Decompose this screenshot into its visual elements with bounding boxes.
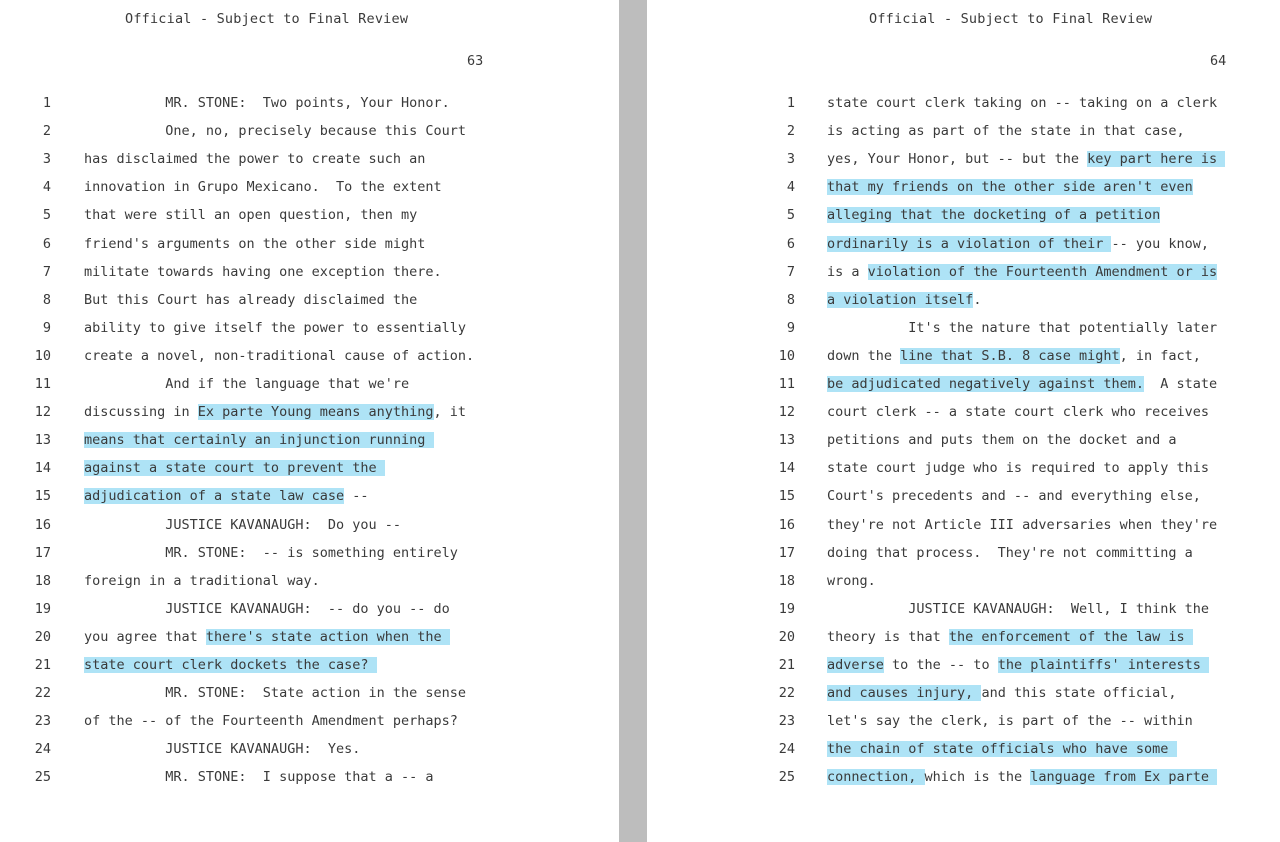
transcript-line	[827, 149, 1225, 169]
line-number: 3	[786, 151, 795, 168]
line-number: 9	[786, 319, 795, 336]
highlighted-text: key part here is	[1087, 151, 1226, 168]
line-number: 9	[42, 319, 51, 336]
line-text: MR. STONE: State action in the sense	[84, 685, 467, 702]
highlighted-text: against a state court to prevent the	[84, 460, 385, 477]
line-text: innovation in Grupo Mexicano. To the extent	[84, 179, 442, 196]
highlighted-text: language from Ex parte	[1030, 769, 1218, 786]
transcript-line	[84, 515, 401, 535]
transcript-line	[827, 767, 1217, 787]
highlighted-text: Ex parte Young means anything	[197, 404, 434, 421]
transcript-line	[827, 655, 1209, 675]
line-number: 14	[34, 460, 51, 477]
line-number: 6	[42, 235, 51, 252]
line-text: --	[344, 488, 369, 505]
line-text: and this state official,	[981, 685, 1177, 702]
line-text: wrong.	[827, 572, 876, 589]
transcript-line	[84, 543, 458, 563]
transcript-line	[84, 290, 417, 310]
line-text: discussing in	[84, 404, 198, 421]
line-number: 12	[34, 404, 51, 421]
transcript-line	[827, 683, 1177, 703]
highlighted-text: and causes injury,	[827, 685, 982, 702]
line-text: Court's precedents and -- and everything else,	[827, 488, 1201, 505]
transcript-line	[827, 374, 1217, 394]
line-text: court clerk -- a state court clerk who receives	[827, 404, 1210, 421]
line-number: 18	[778, 572, 795, 589]
transcript-line	[84, 767, 434, 787]
line-number: 19	[778, 600, 795, 617]
line-text: But this Court has already disclaimed the	[84, 291, 418, 308]
line-number: 22	[778, 685, 795, 702]
transcript-line	[84, 234, 425, 254]
line-number: 17	[34, 544, 51, 561]
transcript-line	[827, 571, 876, 591]
highlighted-text: the chain of state officials who have some	[827, 741, 1177, 758]
transcript-line	[827, 627, 1193, 647]
highlighted-text: the enforcement of the law is	[948, 628, 1193, 645]
line-number: 15	[778, 488, 795, 505]
transcript-line	[84, 571, 320, 591]
transcript-line	[827, 262, 1217, 282]
page-header: Official - Subject to Final Review	[869, 11, 1153, 27]
highlighted-text: a violation itself	[827, 291, 974, 308]
line-text: let's say the clerk, is part of the -- within	[827, 713, 1193, 730]
highlighted-text: line that S.B. 8 case might	[900, 347, 1120, 364]
line-text: that were still an open question, then my	[84, 207, 418, 224]
transcript-line	[84, 93, 450, 113]
line-text: JUSTICE KAVANAUGH: Yes.	[84, 741, 361, 758]
page-divider	[619, 0, 647, 842]
line-number: 24	[778, 741, 795, 758]
line-number: 21	[34, 657, 51, 673]
transcript-line	[827, 318, 1217, 338]
transcript-line	[827, 458, 1209, 478]
highlighted-text: state court clerk dockets the case?	[84, 657, 377, 673]
highlighted-text: adverse	[827, 657, 884, 673]
transcript-line	[84, 430, 434, 450]
line-text: of the -- of the Fourteenth Amendment perhaps?	[84, 713, 458, 730]
line-number: 25	[34, 769, 51, 786]
line-text: friend's arguments on the other side might	[84, 235, 426, 252]
transcript-line	[84, 374, 409, 394]
line-text: has disclaimed the power to create such an	[84, 151, 426, 168]
highlighted-text: connection,	[827, 769, 925, 786]
transcript-line	[827, 290, 981, 310]
transcript-line	[84, 318, 466, 338]
transcript-line	[84, 346, 474, 366]
line-text: , in fact,	[1119, 347, 1201, 364]
line-text: MR. STONE: Two points, Your Honor.	[84, 95, 450, 111]
highlighted-text: ordinarily is a violation of their	[827, 235, 1112, 252]
transcript-line	[827, 177, 1193, 197]
line-text: you agree that	[84, 628, 206, 645]
line-number: 18	[34, 572, 51, 589]
line-text: they're not Article III adversaries when they're	[827, 516, 1218, 533]
line-number: 11	[778, 376, 795, 392]
line-text: is acting as part of the state in that case,	[827, 123, 1185, 140]
line-text: state court judge who is required to apply this	[827, 460, 1210, 477]
transcript-line	[84, 711, 458, 731]
transcript-line	[827, 430, 1177, 450]
line-text: .	[973, 291, 982, 308]
line-text: One, no, precisely because this Court	[84, 123, 467, 140]
highlighted-text: be adjudicated negatively against them.	[827, 376, 1144, 392]
line-number: 5	[42, 207, 51, 224]
transcript-line	[84, 205, 417, 225]
transcript-line	[827, 739, 1177, 759]
line-number: 6	[786, 235, 795, 252]
line-text: JUSTICE KAVANAUGH: Do you --	[84, 516, 401, 533]
transcript-line	[84, 149, 425, 169]
transcript-line	[827, 599, 1209, 619]
line-text: yes, Your Honor, but -- but the	[827, 151, 1088, 168]
highlighted-text: means that certainly an injunction running	[84, 432, 434, 449]
line-text: down the	[827, 347, 901, 364]
transcript-line	[84, 458, 385, 478]
line-number: 1	[786, 95, 795, 111]
highlighted-text: violation of the Fourteenth Amendment or is	[867, 263, 1218, 280]
line-text: A state	[1143, 376, 1218, 392]
transcript-line	[827, 711, 1193, 731]
line-number: 20	[34, 628, 51, 645]
line-number: 24	[34, 741, 51, 758]
highlighted-text: there's state action when the	[205, 628, 450, 645]
transcript-line	[84, 683, 466, 703]
line-text: ability to give itself the power to essentially	[84, 319, 467, 336]
transcript-line	[84, 627, 450, 647]
line-number: 17	[778, 544, 795, 561]
transcript-page-64	[647, 0, 1280, 842]
transcript-line	[84, 655, 377, 675]
line-text: -- you know,	[1111, 235, 1210, 252]
transcript-line	[827, 234, 1209, 254]
line-text: JUSTICE KAVANAUGH: -- do you -- do	[84, 600, 450, 617]
transcript-line	[827, 93, 1217, 113]
line-number: 12	[778, 404, 795, 421]
transcript-page-63	[0, 0, 619, 842]
line-number: 13	[34, 432, 51, 449]
line-text: state court clerk taking on -- taking on a clerk	[827, 95, 1218, 111]
line-number: 25	[778, 769, 795, 786]
line-number: 11	[34, 376, 51, 392]
transcript-line	[84, 599, 450, 619]
line-number: 10	[778, 347, 795, 364]
line-text: foreign in a traditional way.	[84, 572, 320, 589]
line-number: 4	[42, 179, 51, 196]
line-number: 8	[42, 291, 51, 308]
line-text: to the -- to	[883, 657, 998, 673]
line-number: 23	[34, 713, 51, 730]
line-number: 13	[778, 432, 795, 449]
transcript-line	[827, 543, 1193, 563]
line-number: 4	[786, 179, 795, 196]
line-number: 16	[778, 516, 795, 533]
page-number: 63	[467, 53, 484, 69]
highlighted-text: alleging that the docketing of a petition	[827, 207, 1161, 224]
line-number: 19	[34, 600, 51, 617]
line-text: , it	[433, 404, 467, 421]
transcript-line	[84, 486, 368, 506]
transcript-line	[827, 515, 1217, 535]
page-number: 64	[1210, 53, 1227, 69]
transcript-line	[84, 402, 466, 422]
highlighted-text: the plaintiffs' interests	[997, 657, 1210, 673]
line-number: 22	[34, 685, 51, 702]
line-text: JUSTICE KAVANAUGH: Well, I think the	[827, 600, 1210, 617]
line-number: 16	[34, 516, 51, 533]
line-number: 1	[42, 95, 51, 111]
line-number: 15	[34, 488, 51, 505]
transcript-line	[827, 205, 1160, 225]
line-number: 2	[42, 123, 51, 140]
line-number: 21	[778, 657, 795, 673]
line-text: doing that process. They're not committing a	[827, 544, 1193, 561]
line-text: MR. STONE: I suppose that a -- a	[84, 769, 434, 786]
line-number: 7	[42, 263, 51, 280]
line-number: 2	[786, 123, 795, 140]
transcript-line	[84, 177, 442, 197]
line-text: which is the	[924, 769, 1031, 786]
line-number: 23	[778, 713, 795, 730]
page-header: Official - Subject to Final Review	[125, 11, 409, 27]
line-number: 8	[786, 291, 795, 308]
line-text: is a	[827, 263, 868, 280]
line-text: militate towards having one exception there.	[84, 263, 442, 280]
transcript-line	[84, 739, 360, 759]
transcript-line	[827, 402, 1209, 422]
transcript-line	[827, 121, 1185, 141]
line-text: It's the nature that potentially later	[827, 319, 1218, 336]
line-text: And if the language that we're	[84, 376, 410, 392]
transcript-line	[84, 262, 442, 282]
line-number: 20	[778, 628, 795, 645]
transcript-line	[827, 486, 1201, 506]
line-number: 14	[778, 460, 795, 477]
line-number: 7	[786, 263, 795, 280]
line-number: 10	[34, 347, 51, 364]
transcript-line	[827, 346, 1201, 366]
line-text: theory is that	[827, 628, 949, 645]
highlighted-text: adjudication of a state law case	[84, 488, 345, 505]
line-text: petitions and puts them on the docket and a	[827, 432, 1177, 449]
line-text: MR. STONE: -- is something entirely	[84, 544, 458, 561]
line-number: 5	[786, 207, 795, 224]
highlighted-text: that my friends on the other side aren't even	[827, 179, 1193, 196]
line-text: create a novel, non-traditional cause of action.	[84, 347, 475, 364]
line-number: 3	[42, 151, 51, 168]
transcript-line	[84, 121, 466, 141]
